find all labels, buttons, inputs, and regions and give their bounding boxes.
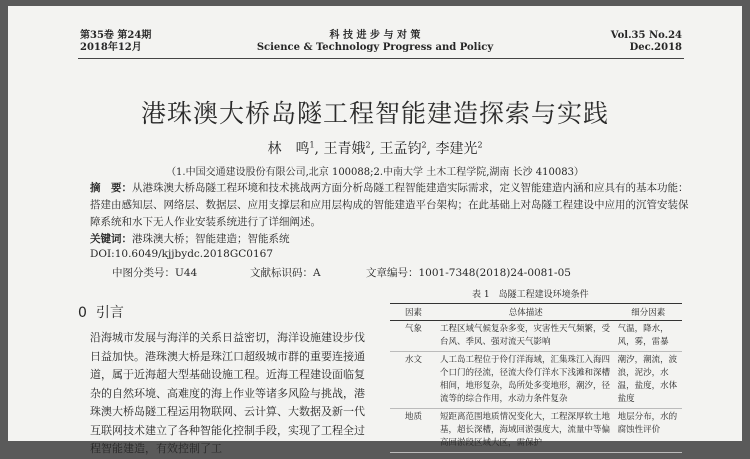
author: 王青娥$^2$ [323,140,371,157]
table-header-row [390,304,682,321]
document-code: 文献标识码：A [250,267,321,279]
journal-issue-en [611,30,682,54]
table-cell: 气象 [390,321,437,352]
keywords-label: 关键词： [90,233,132,245]
table-caption: 表 1 岛隧工程建设环境条件 [472,290,589,300]
keywords-text: 港珠澳大桥；智能建造；智能系统 [132,233,290,245]
journal-name-cn: 科 技 进 步 与 对 策 [329,30,421,41]
doi: DOI:10.6049/kjjbydc.2018GC0167 [90,248,274,260]
paper-page [8,6,742,455]
body-paragraph: 沿海城市发展与海洋的关系日益密切，海洋设施建设步伐日益加快。港珠澳大桥是珠江口超级城市群的重要连接通道，属于近海超大型基础设施工程。近海工程建设面临复杂的自然环境、高难度的海上作业等诸多风险与挑战，港珠澳大桥岛隧工程运用物联网、云计算、大数据及新一代互联网技术建立了各种智能化控制手段，实现了工程全过程智能建造，有效控制了工 [90,331,365,455]
journal-name-en: Science & Technology Progress and Policy [256,42,494,53]
author: 李建光$^2$ [435,140,483,157]
table-cell: 水文 [390,352,437,409]
table-cell: 气温，降水，风，雾，雷暴 [615,321,682,352]
affiliation: （1.中国交通建设股份有限公司,北京 100088;2.中南大学 土木工程学院,湖南 长沙 410083） [166,167,584,178]
table-row [390,409,682,453]
table-cell: 地层分布，水的腐蚀性评价 [615,409,682,453]
volume-issue: 第35卷 第24期 [80,30,152,41]
table-row [390,321,682,352]
abstract-label: 摘 要： [90,182,132,194]
author-list: 林 鸣$^1$, 王青娥$^2$, 王孟钧$^2$, 李建光$^2$ [267,140,483,157]
environment-table [390,303,682,453]
header-rule [78,58,684,59]
author: 林 鸣$^1$ [267,140,315,157]
issue-date-cn: 2018年12月 [80,42,142,53]
section-title: 引言 [95,305,124,321]
volume-issue-en: Vol.35 No.24 [610,30,682,41]
section-number: 0 [78,305,87,321]
issue-date-en: Dec.2018 [629,42,682,53]
table-cell: 潮汐，潮流，波浪，泥沙，水温，盐度，水体盐度 [615,352,682,409]
abstract [90,180,690,248]
table-row [390,352,682,409]
column-header: 总体描述 [437,304,615,321]
section-heading [78,302,124,322]
paper-title: 港珠澳大桥岛隧工程智能建造探索与实践 [140,99,609,128]
table-cell: 短距离范围地质情况变化大，工程深厚软土地基，超长深槽，海域回淤强度大，流量中等偏高回淤段区域大区，需保护 [437,409,615,453]
classification-number: 中图分类号：U44 [112,267,198,279]
abstract-text: 从港珠澳大桥岛隧工程环境和技术挑战两方面分析岛隧工程智能建造实际需求，定义智能建造内涵和应具有的基本功能：搭建由感知层、网络层、数据层、应用支撑层和应用层构成的智能建造平台架构；在此基础上对岛隧工程建设中应用的沉管安装保障系统和水下无人作业安装系统进行了详细阐述。 [90,182,689,228]
author: 王孟钧$^2$ [379,140,427,157]
article-number: 文章编号：1001-7348(2018)24-0081-05 [366,267,571,279]
table-cell: 人工岛工程位于伶仃洋海域，汇集珠江入海四个口门的径流，径流大伶仃洋水下浅滩和深槽相间，地形复杂，岛所处多变地形，潮汐，径流等的综合作用，水动力条件复杂 [437,352,615,409]
column-header: 因素 [390,304,437,321]
column-header: 细分因素 [615,304,682,321]
table-cell: 工程区域气候复杂多变，灾害性天气频繁，受台风、季风、强对流天气影响 [437,321,615,352]
table-cell: 地质 [390,409,437,453]
